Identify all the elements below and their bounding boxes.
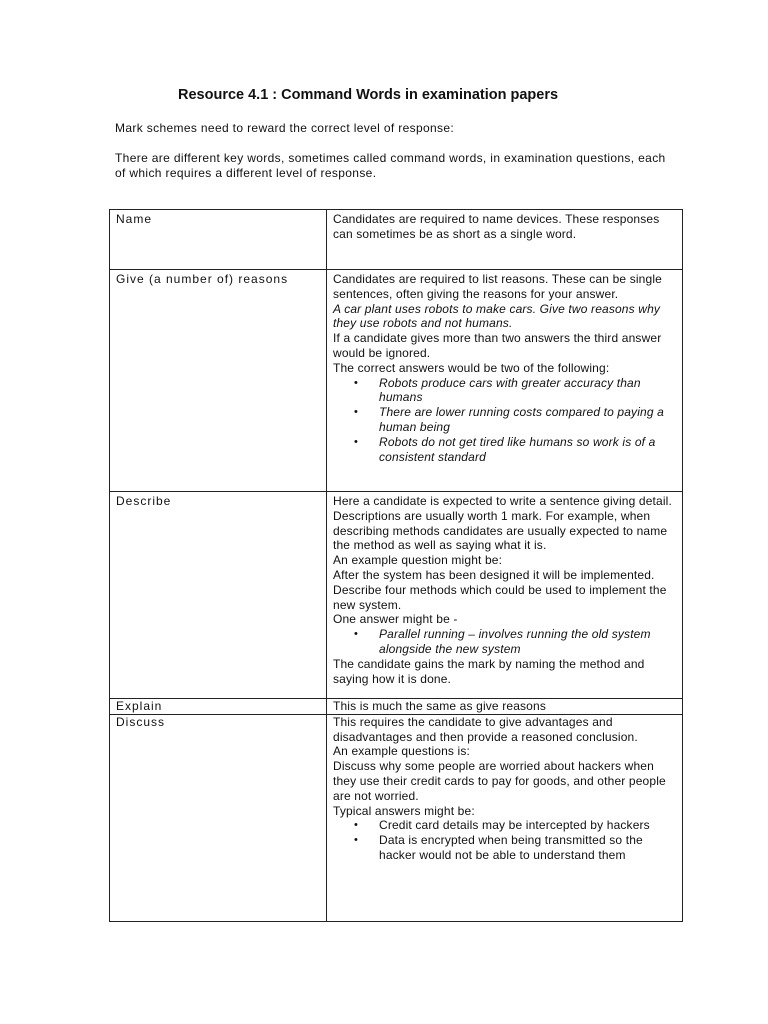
list-item: • There are lower running costs compared to paying a human being [379,405,676,435]
definition-describe [327,492,683,699]
intro-paragraph-1: Mark schemes need to reward the correct level of response: [115,121,455,135]
page-title: Resource 4.1 : Command Words in examination papers [178,87,559,103]
term-give-reasons [110,270,327,492]
term-discuss [110,714,327,921]
definition-text: If a candidate gives more than two answers the third answer would be ignored. [333,331,662,360]
example-question: A car plant uses robots to make cars. Give two reasons why they use robots and not humans. [333,301,661,331]
term-describe [110,492,327,699]
definition-text: An example question might be: [333,553,503,568]
list-item: • Data is encrypted when being transmitted so the hacker would not be able to understand them [379,833,676,863]
definition-text: Candidates are required to name devices. These responses can sometimes be as short as a single word. [333,212,660,241]
term-label: Explain [116,699,163,713]
list-item: • Credit card details may be intercepted by hackers [379,818,676,833]
definition-explain [327,699,683,715]
example-question: Discuss why some people are worried about hackers when they use their credit cards to pay for goods, and other people are not worried. [333,759,666,803]
definition-give-reasons [327,270,683,492]
term-explain [110,699,327,715]
definition-discuss [327,714,683,921]
definition-text: One answer might be - [333,612,458,627]
table-row-describe [110,492,683,699]
command-words-table [109,209,683,922]
list-item: • Robots do not get tired like humans so work is of a consistent standard [379,435,676,465]
example-question: After the system has been designed it will be implemented. Describe four methods which could be used to implement the new system. [333,567,667,612]
list-item: • Robots produce cars with greater accuracy than humans [379,376,676,406]
definition-text: This is much the same as give reasons [333,699,546,713]
definition-text: Here a candidate is expected to write a sentence giving detail. Descriptions are usually worth 1 mark. For example, when describing methods candidates are usually expected to name the method as well as saying what it is. [333,494,672,553]
term-label: Give (a number of) reasons [116,272,289,286]
list-item: • Parallel running – involves running the old system alongside the new system [379,627,676,657]
term-label: Discuss [116,714,166,729]
answer-list [333,818,676,862]
table-row-discuss [110,714,683,921]
table-row-give-reasons [110,270,683,492]
definition-text: The candidate gains the mark by naming the method and saying how it is done. [333,656,645,686]
definition-text: An example questions is: [333,744,471,759]
answer-list [333,627,676,657]
definition-text: Typical answers might be: [333,803,475,818]
definition-text: This requires the candidate to give advantages and disadvantages and then provide a reasoned conclusion. [333,714,638,744]
term-label: Name [116,212,153,226]
table-row-name [110,210,683,270]
definition-name [327,210,683,270]
definition-text: The correct answers would be two of the following: [333,360,610,375]
definition-text: Candidates are required to list reasons. These can be single sentences, often giving the reasons for your answer. [333,272,662,301]
table-row-explain [110,699,683,715]
answer-list [333,376,676,465]
term-label: Describe [116,494,172,508]
term-name [110,210,327,270]
intro-paragraph-2: There are different key words, sometimes called command words, in examination questions, each of which requires a different level of response. [115,151,666,180]
